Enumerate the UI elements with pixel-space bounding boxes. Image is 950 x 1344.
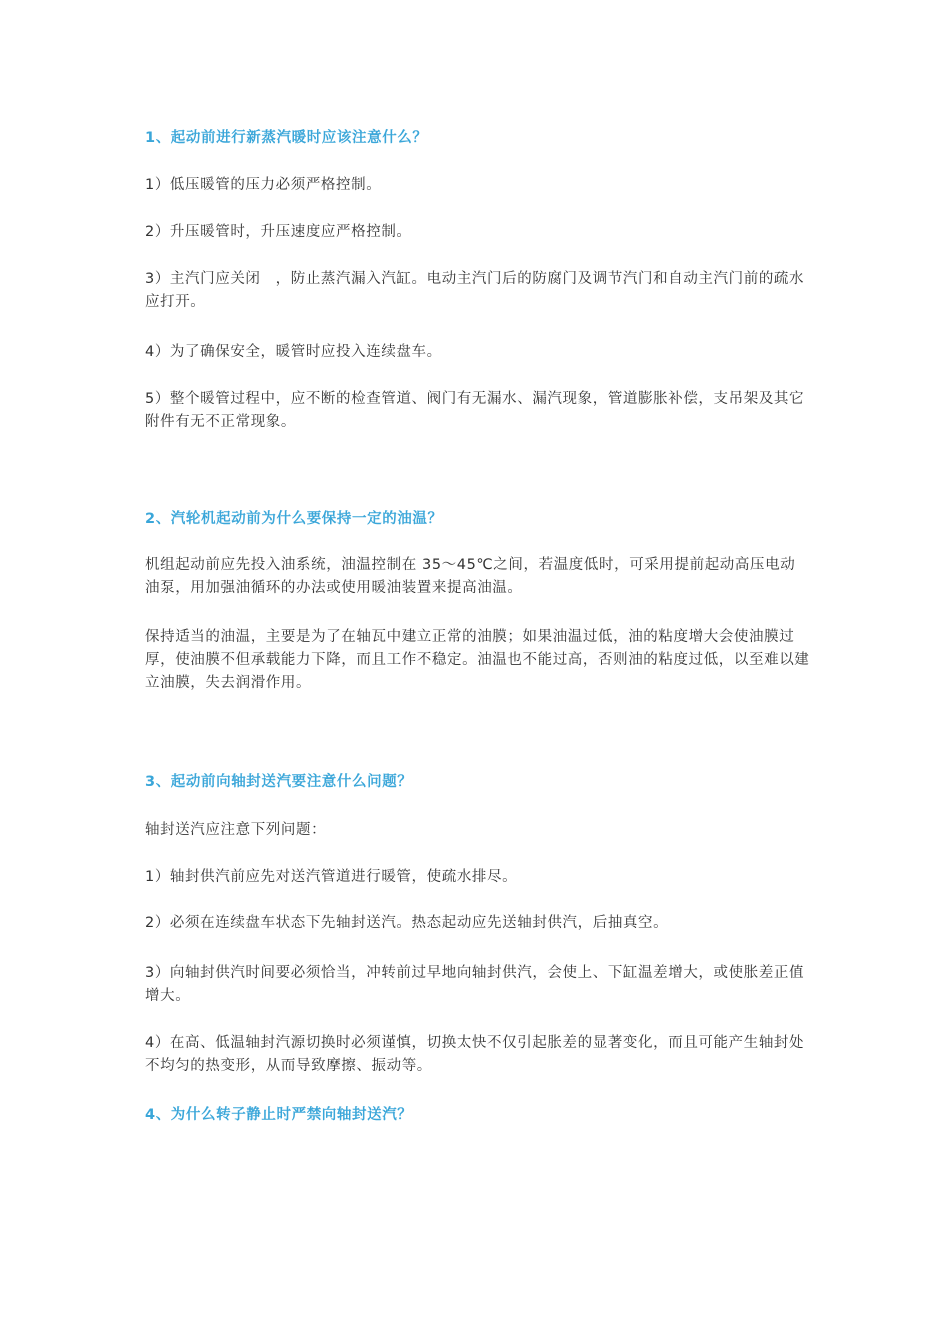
section-4-heading: 4、为什么转子静止时严禁向轴封送汽？ — [145, 1107, 413, 1123]
section-2-paragraph-2: 保持适当的油温，主要是为了在轴瓦中建立正常的油膜；如果油温过低，油的粘度增大会使油膜过厚，使油膜不但承载能力下降，而且工作不稳定。油温也不能过高，否则油的粘度过低，以至难以建立油膜，失去润滑作用。 — [145, 629, 810, 691]
section-1-paragraph-2: 2）升压暖管时，升压速度应严格控制。 — [145, 224, 412, 240]
section-2-heading: 2、汽轮机起动前为什么要保持一定的油温？ — [145, 511, 443, 527]
section-3-heading: 3、起动前向轴封送汽要注意什么问题？ — [145, 774, 413, 790]
section-2-paragraph-1: 机组起动前应先投入油系统，油温控制在 35～45℃之间，若温度低时，可采用提前起动高压电动油泵，用加强油循环的办法或使用暖油装置来提高油温。 — [145, 557, 796, 596]
section-3-paragraph-3: 2）必须在连续盘车状态下先轴封送汽。热态起动应先送轴封供汽，后抽真空。 — [145, 915, 669, 931]
section-1-paragraph-1: 1）低压暖管的压力必须严格控制。 — [145, 177, 382, 193]
section-3-paragraph-4: 3）向轴封供汽时间要必须恰当，冲转前过早地向轴封供汽，会使上、下缸温差增大，或使胀差正值增大。 — [145, 965, 805, 1004]
section-3-paragraph-5: 4）在高、低温轴封汽源切换时必须谨慎，切换太快不仅引起胀差的显著变化，而且可能产生轴封处不均匀的热变形，从而导致摩擦、振动等。 — [145, 1035, 805, 1074]
section-1-heading: 1、起动前进行新蒸汽暖时应该注意什么？ — [145, 130, 428, 146]
section-1-paragraph-3: 3）主汽门应关闭 ，防止蒸汽漏入汽缸。电动主汽门后的防腐门及调节汽门和自动主汽门前的疏水应打开。 — [145, 271, 805, 310]
section-3-paragraph-2: 1）轴封供汽前应先对送汽管道进行暖管，使疏水排尽。 — [145, 869, 518, 885]
section-3-paragraph-1: 轴封送汽应注意下列问题： — [145, 822, 327, 838]
section-1-paragraph-4: 4）为了确保安全，暖管时应投入连续盘车。 — [145, 344, 442, 360]
section-1-paragraph-5: 5）整个暖管过程中，应不断的检查管道、阀门有无漏水、漏汽现象，管道膨胀补偿，支吊架及其它附件有无不正常现象。 — [145, 391, 805, 430]
